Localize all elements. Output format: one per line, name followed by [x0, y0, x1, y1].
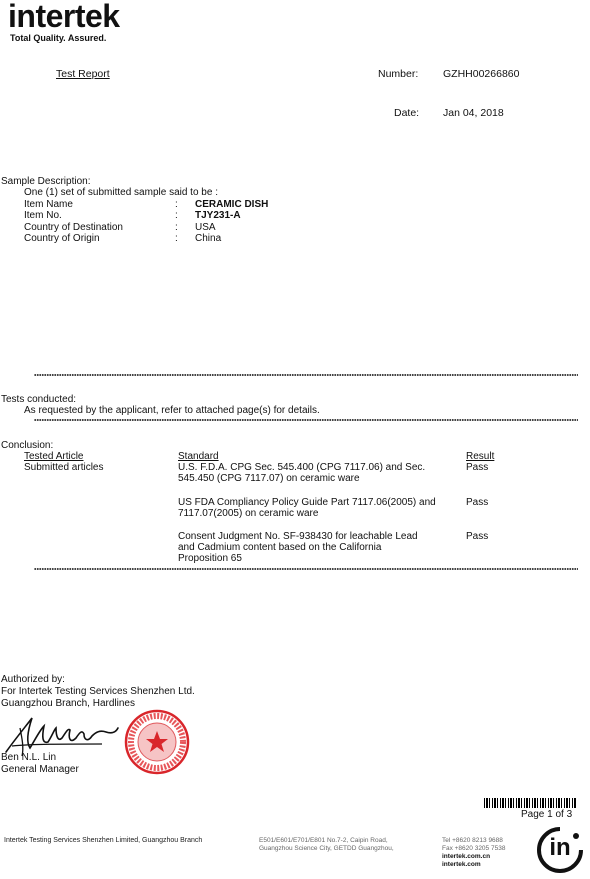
col-tested-article: Tested Article: [24, 451, 84, 462]
origin-value: China: [195, 233, 222, 244]
tests-text: As requested by the applicant, refer to attached page(s) for details.: [24, 405, 320, 416]
logo-tagline: Total Quality. Assured.: [10, 33, 107, 43]
signatory-title: General Manager: [1, 764, 79, 775]
col-result: Result: [466, 451, 495, 462]
page-number: Page 1 of 3: [521, 809, 573, 820]
standard-1-line2: 545.450 (CPG 7117.07) on ceramic ware: [178, 473, 360, 484]
footer-address-line2: Guangzhou Science City, GETDD Guangzhou,: [259, 845, 394, 852]
intertek-logo: intertek: [8, 0, 120, 34]
authorized-line2: Guangzhou Branch, Hardlines: [1, 698, 135, 709]
sample-heading: Sample Description:: [1, 176, 91, 187]
item-name-label: Item Name: [24, 199, 73, 210]
origin-sep: :: [175, 233, 178, 244]
standard-1-line1: U.S. F.D.A. CPG Sec. 545.400 (CPG 7117.06) and Sec.: [178, 462, 426, 473]
result-2: Pass: [466, 497, 489, 508]
col-standard: Standard: [178, 451, 219, 462]
footer-web: intertek.com: [442, 861, 481, 868]
number-label: Number:: [378, 68, 419, 80]
footer-fax: Fax +8620 3205 7538: [442, 845, 506, 852]
signatory-name: Ben N.L. Lin: [1, 752, 57, 763]
destination-value: USA: [195, 222, 216, 233]
destination-sep: :: [175, 222, 178, 233]
item-no-value: TJY231-A: [195, 210, 241, 221]
standard-3-line1: Consent Judgment No. SF-938430 for leachable Lead: [178, 531, 418, 542]
sample-intro: One (1) set of submitted sample said to be :: [24, 187, 218, 198]
footer-address-line1: E501/E601/E701/E801 No.7-2, Caipin Road,: [259, 837, 388, 844]
asterisk-divider: [34, 566, 578, 572]
report-title: Test Report: [56, 68, 110, 80]
authorized-line1: For Intertek Testing Services Shenzhen Ltd.: [1, 686, 195, 697]
result-3: Pass: [466, 531, 489, 542]
destination-label: Country of Destination: [24, 222, 123, 233]
standard-2-line2: 7117.07(2005) on ceramic ware: [178, 508, 319, 519]
conclusion-heading: Conclusion:: [1, 440, 54, 451]
intertek-badge-icon: [536, 826, 584, 874]
tested-article-value: Submitted articles: [24, 462, 104, 473]
asterisk-divider: [34, 417, 578, 423]
item-name-sep: :: [175, 199, 178, 210]
footer-contact: [442, 837, 532, 869]
date-value: Jan 04, 2018: [443, 107, 504, 119]
footer-tel: Tel +8620 8213 9688: [442, 837, 503, 844]
date-label: Date:: [394, 107, 420, 119]
company-seal-icon: [124, 709, 190, 775]
standard-3-line3: Proposition 65: [178, 553, 242, 564]
number-value: GZHH00266860: [443, 68, 520, 80]
footer-address: [259, 837, 434, 853]
result-1: Pass: [466, 462, 489, 473]
item-no-sep: :: [175, 210, 178, 221]
footer-web-cn: intertek.com.cn: [442, 853, 491, 860]
footer-company: Intertek Testing Services Shenzhen Limited, Guangzhou Branch: [4, 837, 203, 844]
origin-label: Country of Origin: [24, 233, 100, 244]
asterisk-divider: [34, 372, 578, 378]
barcode-icon: [484, 798, 577, 808]
standard-3-line2: and Cadmium content based on the California: [178, 542, 382, 553]
badge-text: in: [549, 834, 571, 861]
tests-heading: Tests conducted:: [1, 394, 77, 405]
authorized-heading: Authorized by:: [1, 674, 65, 685]
standard-2-line1: US FDA Compliancy Policy Guide Part 7117.06(2005) and: [178, 497, 436, 508]
item-no-label: Item No.: [24, 210, 62, 221]
item-name-value: CERAMIC DISH: [195, 199, 269, 210]
